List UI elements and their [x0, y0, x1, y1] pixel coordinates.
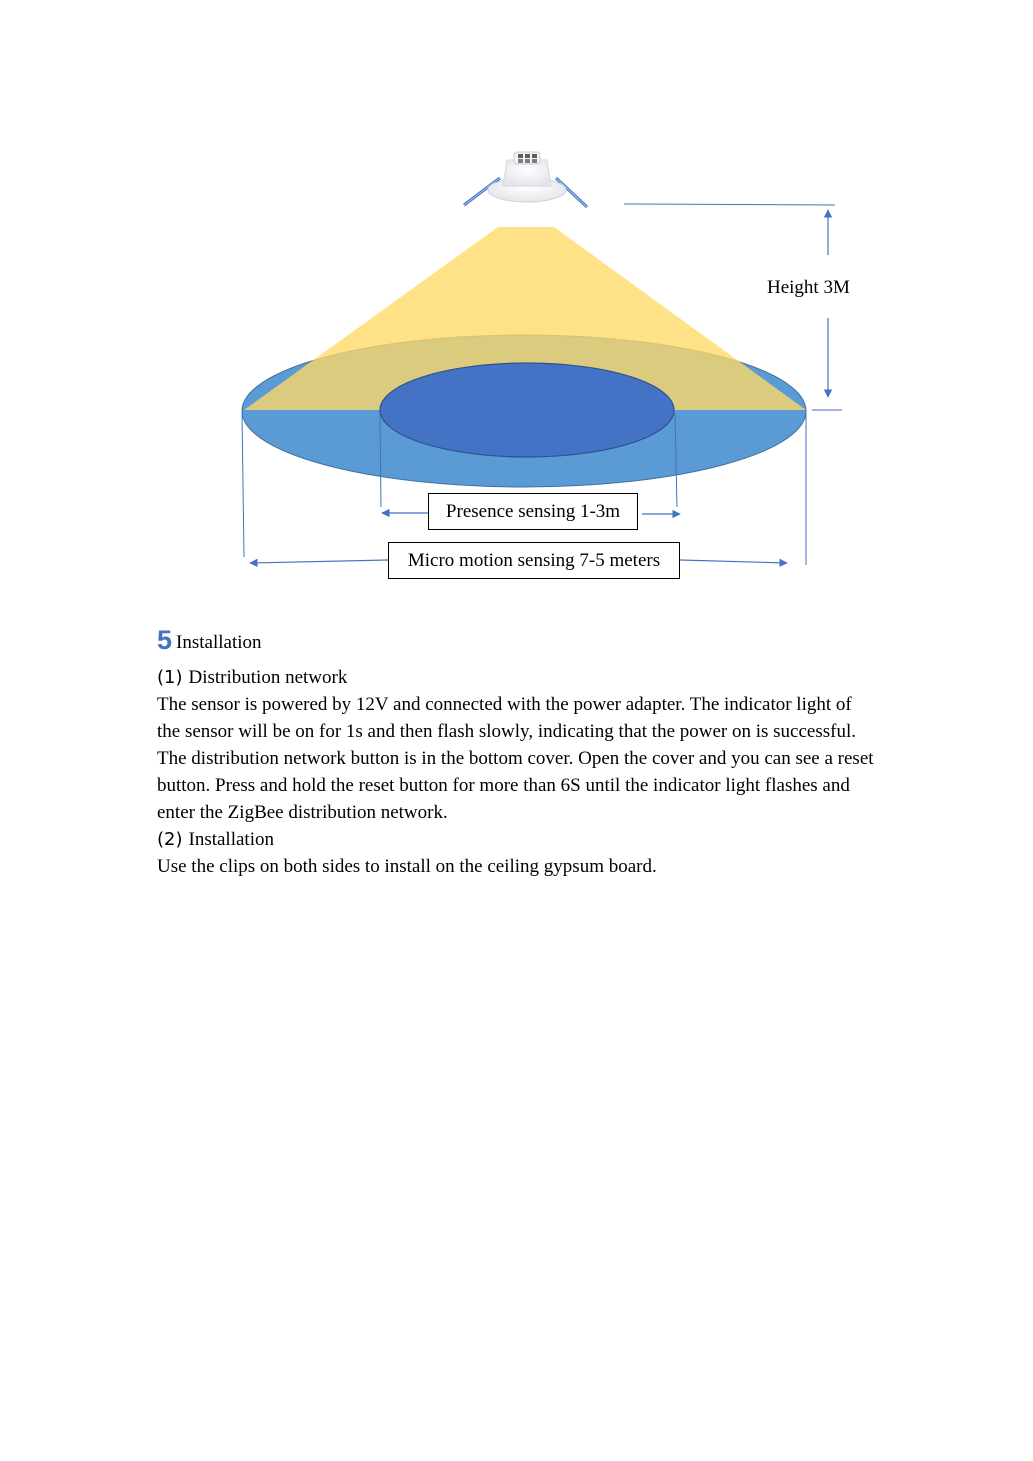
outer-left-drop-line: [242, 412, 244, 557]
installation-paragraph: Use the clips on both sides to install on the ceiling gypsum board.: [157, 856, 657, 877]
section-number: 5: [157, 625, 173, 655]
micro-motion-sensing-label: Micro motion sensing 7-5 meters: [388, 542, 680, 579]
subsection-heading-installation: [157, 826, 877, 853]
presence-range-ellipse: [380, 363, 674, 457]
subsection-number: (2): [157, 829, 183, 850]
height-label: Height 3M: [767, 277, 850, 298]
section-heading: [157, 624, 877, 659]
micro-arrow-right: [680, 560, 787, 563]
subsection-number: (1): [157, 667, 183, 688]
presence-sensing-label: Presence sensing 1-3m: [428, 493, 638, 530]
subsection-title: Installation: [188, 829, 274, 850]
subsection-title: Distribution network: [188, 667, 348, 688]
sensor-device-icon: [464, 152, 587, 207]
micro-arrow-left: [250, 560, 388, 563]
distribution-network-paragraph: The sensor is powered by 12V and connected with the power adapter. The indicator light of the sensor will be on for 1s and then flash slowly, indicating that the power on is successful. The distribution network button is in the bottom cover. Open the cover and you can see a reset button. Press and hold the reset button for more than 6S until the indicator light flashes and enter the ZigBee distribution network.: [157, 694, 874, 823]
ceiling-reference-line: [624, 204, 835, 205]
section-title: Installation: [176, 632, 262, 653]
subsection-heading-distribution: [157, 664, 877, 691]
installation-section: [157, 624, 877, 880]
